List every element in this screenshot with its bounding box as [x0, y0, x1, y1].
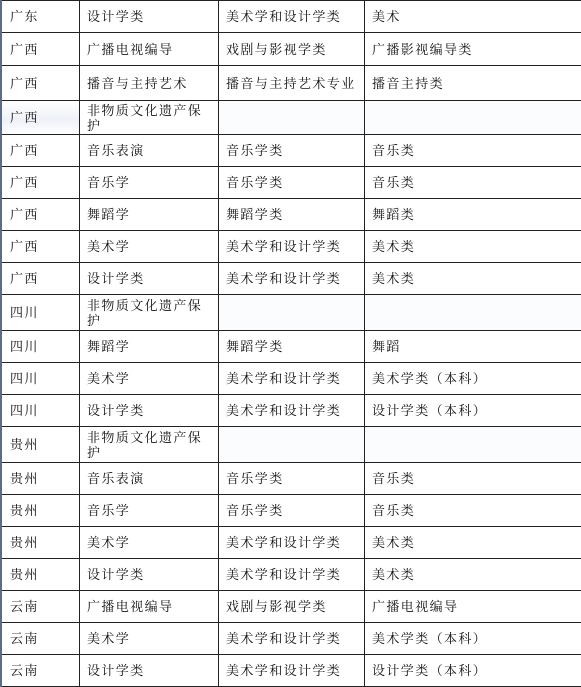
exam-type-cell: 美术类 — [365, 263, 581, 295]
exam-type-cell: 美术学类（本科） — [365, 623, 581, 655]
exam-type-cell: 美术类 — [365, 231, 581, 263]
category-cell: 播音与主持艺术专业 — [219, 66, 365, 101]
exam-type-cell: 美术 — [365, 1, 581, 33]
major-cell: 音乐学 — [80, 167, 219, 199]
province-cell: 四川 — [1, 295, 80, 331]
category-cell: 舞蹈学类 — [219, 331, 365, 363]
table-row — [1, 495, 581, 527]
category-cell: 美术学和设计学类 — [219, 263, 365, 295]
province-cell: 云南 — [1, 623, 80, 655]
major-cell: 设计学类 — [80, 655, 219, 687]
category-cell: 戏剧与影视学类 — [219, 33, 365, 66]
table-row — [1, 395, 581, 427]
table-row — [1, 331, 581, 363]
major-cell: 音乐学 — [80, 495, 219, 527]
major-cell: 非物质文化遗产保护 — [80, 295, 219, 331]
exam-type-cell: 广播电视编导 — [365, 591, 581, 623]
major-cell: 美术学 — [80, 231, 219, 263]
table-row — [1, 559, 581, 591]
province-cell: 广西 — [1, 135, 80, 167]
table-row — [1, 66, 581, 101]
category-cell: 音乐学类 — [219, 495, 365, 527]
table-row — [1, 623, 581, 655]
province-cell: 广东 — [1, 1, 80, 33]
major-cell: 音乐表演 — [80, 135, 219, 167]
category-cell — [219, 295, 365, 331]
province-cell: 广西 — [1, 101, 80, 135]
province-cell: 广西 — [1, 231, 80, 263]
major-cell: 非物质文化遗产保护 — [80, 427, 219, 463]
table-row — [1, 199, 581, 231]
province-cell: 四川 — [1, 363, 80, 395]
major-cell: 美术学 — [80, 363, 219, 395]
major-cell: 美术学 — [80, 527, 219, 559]
major-cell: 舞蹈学 — [80, 331, 219, 363]
province-cell: 贵州 — [1, 463, 80, 495]
province-cell: 云南 — [1, 591, 80, 623]
table-row — [1, 135, 581, 167]
exam-type-cell: 设计学类（本科） — [365, 395, 581, 427]
category-cell: 美术学和设计学类 — [219, 655, 365, 687]
category-cell: 美术学和设计学类 — [219, 559, 365, 591]
province-cell: 广西 — [1, 66, 80, 101]
table-row — [1, 363, 581, 395]
province-cell: 贵州 — [1, 427, 80, 463]
table-row — [1, 463, 581, 495]
exam-type-cell: 设计学类（本科） — [365, 655, 581, 687]
table-row — [1, 591, 581, 623]
major-cell: 设计学类 — [80, 263, 219, 295]
exam-type-cell: 舞蹈类 — [365, 199, 581, 231]
province-cell: 贵州 — [1, 527, 80, 559]
table-row — [1, 263, 581, 295]
exam-type-cell: 美术类 — [365, 527, 581, 559]
exam-type-cell — [365, 295, 581, 331]
table-row — [1, 1, 581, 33]
province-cell: 广西 — [1, 199, 80, 231]
category-cell: 音乐学类 — [219, 135, 365, 167]
major-cell: 设计学类 — [80, 395, 219, 427]
exam-type-cell: 美术类 — [365, 559, 581, 591]
category-cell: 美术学和设计学类 — [219, 1, 365, 33]
category-cell — [219, 427, 365, 463]
category-cell — [219, 101, 365, 135]
province-cell: 贵州 — [1, 559, 80, 591]
major-cell: 广播电视编导 — [80, 591, 219, 623]
table-row — [1, 655, 581, 687]
exam-type-cell: 播音主持类 — [365, 66, 581, 101]
province-cell: 云南 — [1, 655, 80, 687]
major-cell: 音乐表演 — [80, 463, 219, 495]
major-cell: 非物质文化遗产保护 — [80, 101, 219, 135]
table-row — [1, 101, 581, 135]
category-cell: 戏剧与影视学类 — [219, 591, 365, 623]
major-cell: 播音与主持艺术 — [80, 66, 219, 101]
major-cell: 设计学类 — [80, 1, 219, 33]
exam-type-cell: 音乐类 — [365, 167, 581, 199]
table-row — [1, 167, 581, 199]
exam-type-cell: 音乐类 — [365, 135, 581, 167]
category-cell: 音乐学类 — [219, 167, 365, 199]
category-cell: 美术学和设计学类 — [219, 527, 365, 559]
exam-type-cell: 广播影视编导类 — [365, 33, 581, 66]
exam-type-cell: 音乐类 — [365, 495, 581, 527]
table-row — [1, 33, 581, 66]
category-cell: 美术学和设计学类 — [219, 395, 365, 427]
province-cell: 贵州 — [1, 495, 80, 527]
major-cell: 设计学类 — [80, 559, 219, 591]
category-cell: 音乐学类 — [219, 463, 365, 495]
major-cell: 舞蹈学 — [80, 199, 219, 231]
province-cell: 广西 — [1, 33, 80, 66]
category-cell: 美术学和设计学类 — [219, 231, 365, 263]
exam-type-cell: 舞蹈 — [365, 331, 581, 363]
exam-type-cell — [365, 427, 581, 463]
major-cell: 美术学 — [80, 623, 219, 655]
exam-type-cell — [365, 101, 581, 135]
category-cell: 美术学和设计学类 — [219, 623, 365, 655]
province-cell: 四川 — [1, 395, 80, 427]
major-cell: 广播电视编导 — [80, 33, 219, 66]
category-cell: 舞蹈学类 — [219, 199, 365, 231]
table-row — [1, 295, 581, 331]
table-row — [1, 527, 581, 559]
table-row — [1, 427, 581, 463]
table-row — [1, 231, 581, 263]
province-cell: 广西 — [1, 167, 80, 199]
exam-type-cell: 美术学类（本科） — [365, 363, 581, 395]
exam-type-cell: 音乐类 — [365, 463, 581, 495]
province-cell: 四川 — [1, 331, 80, 363]
province-cell: 广西 — [1, 263, 80, 295]
category-cell: 美术学和设计学类 — [219, 363, 365, 395]
